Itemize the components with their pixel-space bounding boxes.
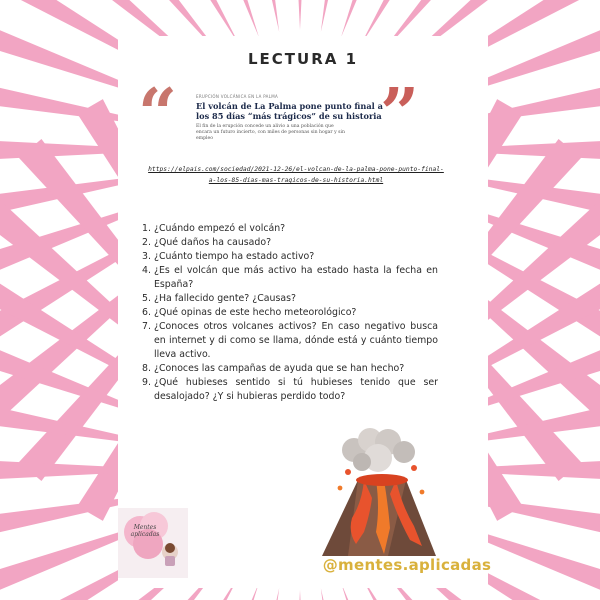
sunburst-ray	[213, 588, 280, 600]
list-item: 4. ¿Es el volcán que más activo ha estado hasta la fecha en España?	[142, 265, 438, 290]
list-item: 3. ¿Cuánto tiempo ha estado activo?	[142, 251, 315, 262]
list-item: 7. ¿Conoces otros volcanes activos? En caso negativo busca en internet y di como se llama, dónde está y cuánto tiempo lleva activo.	[142, 321, 438, 360]
logo-flower-icon	[118, 508, 188, 578]
article-kicker: ERUPCIÓN VOLCÁNICA EN LA PALMA	[196, 94, 279, 99]
source-link[interactable]: https://elpais.com/sociedad/2021-12-26/el-volcan-de-la-palma-pone-punto-final-a-los-85-dias-mas-tragicos-de-su-historia.html	[148, 166, 444, 184]
page-title: LECTURA 1	[247, 50, 359, 68]
close-quote-icon: ”	[380, 74, 420, 154]
question-list	[142, 222, 438, 404]
article-headline: El volcán de La Palma pone punto final a los 85 días “más trágicos” de su historia	[196, 101, 383, 121]
article-lede: El fin de la erupción concede un alivio a una población que encara un futuro incierto, con miles de personas sin hogar y sin empleo	[196, 124, 345, 141]
sunburst-ray	[321, 588, 388, 600]
volcano-illustration	[318, 428, 440, 560]
list-item: 1. ¿Cuándo empezó el volcán?	[142, 223, 286, 234]
open-quote-icon: “	[138, 74, 178, 154]
sunburst-ray	[285, 0, 314, 30]
social-handle[interactable]: @mentes.aplicadas	[322, 556, 492, 574]
list-item: 8. ¿Conoces las campañas de ayuda que se han hecho?	[142, 363, 405, 374]
brand-logo	[118, 508, 188, 578]
list-item: 2. ¿Qué daños ha causado?	[142, 237, 272, 248]
list-item: 6. ¿Qué opinas de este hecho meteorológico?	[142, 307, 357, 318]
news-clipping	[196, 94, 386, 142]
sunburst-ray	[285, 590, 314, 600]
list-item: 5. ¿Ha fallecido gente? ¿Causas?	[142, 293, 296, 304]
logo-text: Mentes aplicadas	[130, 524, 160, 538]
list-item: 9. ¿Qué hubieses sentido si tú hubieses tenido que ser desalojado? ¿Y si hubieras perdido todo?	[142, 377, 438, 402]
